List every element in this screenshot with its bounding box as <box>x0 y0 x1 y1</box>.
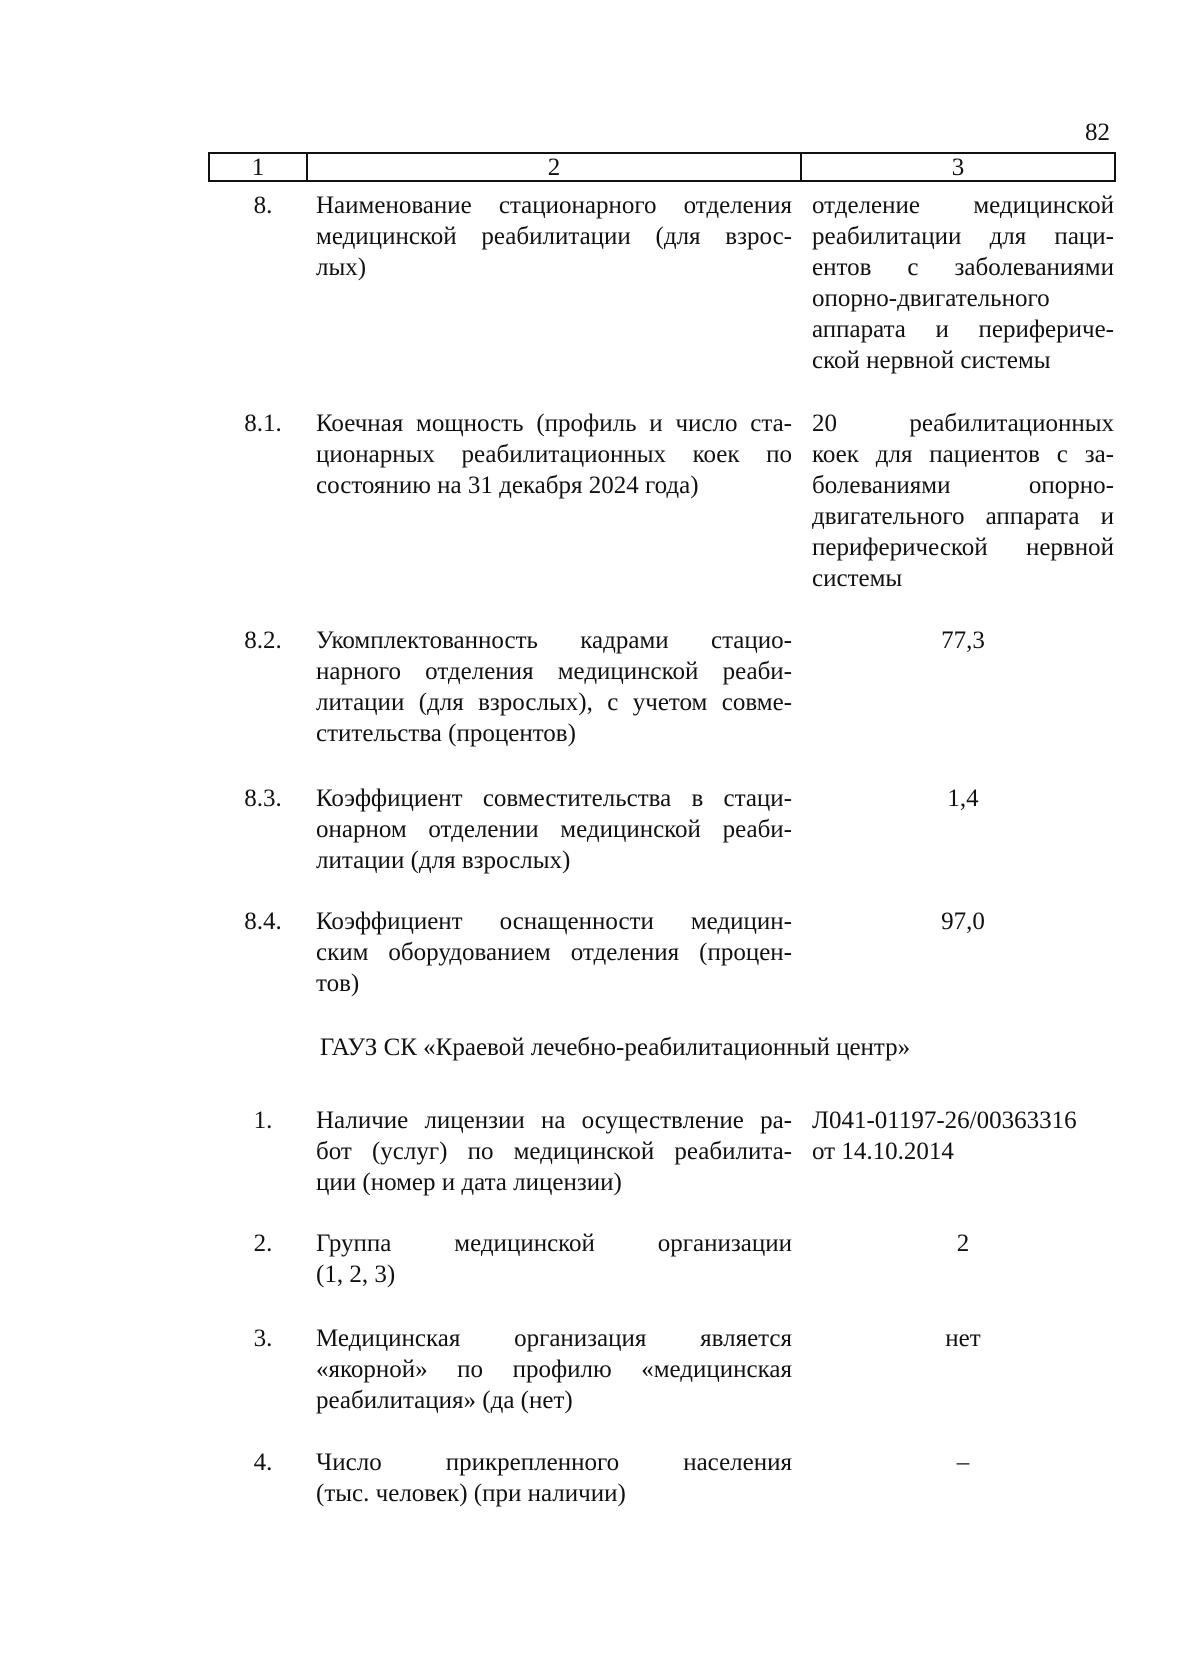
row-value-line: реабилитации для паци- <box>812 223 1114 250</box>
row-name-line: бот (услуг) по медицинской реабилита- <box>316 1138 792 1165</box>
row-value <box>812 1323 1114 1354</box>
row-name-line: онарном отделении медицинской реаби- <box>316 816 792 843</box>
row-name <box>316 625 792 749</box>
page-number: 82 <box>1085 119 1110 146</box>
row-name-line: литации (для взрослых) <box>316 847 571 874</box>
row-value-line: нет <box>945 1325 981 1352</box>
row-name-line: лых) <box>316 254 367 281</box>
row-name-line: (1, 2, 3) <box>316 1261 396 1288</box>
row-value-line: 20 реабилитационных <box>812 410 1114 437</box>
header-col-2: 2 <box>308 154 802 180</box>
row-name <box>316 783 792 876</box>
row-value-line: двигательного аппарата и <box>812 503 1114 530</box>
section-heading <box>0 1032 1200 1063</box>
row-value <box>812 783 1114 814</box>
row-value <box>812 906 1114 937</box>
row-value <box>812 408 1114 594</box>
row-name <box>316 1228 792 1290</box>
row-name-line: Коэффициент оснащенности медицин- <box>316 908 792 935</box>
row-name <box>316 906 792 999</box>
row-number: 8. <box>253 192 273 219</box>
row-name-line: Группа медицинской организации <box>316 1230 792 1257</box>
row-name-line: стительства (процентов) <box>316 720 576 747</box>
row-value-line: болеваниями опорно- <box>812 472 1114 499</box>
row-value-line: опорно-двигательного <box>812 285 1050 312</box>
row-value-line: коек для пациентов с за- <box>812 441 1114 468</box>
row-number: 8.1. <box>244 410 282 437</box>
row-name-line: нарного отделения медицинской реаби- <box>316 658 792 685</box>
row-name <box>316 190 792 283</box>
row-name-line: Число прикрепленного населения <box>316 1449 792 1476</box>
row-name-line: тов) <box>316 970 360 997</box>
row-number: 8.3. <box>244 785 282 812</box>
row-name <box>316 408 792 501</box>
row-name <box>316 1323 792 1416</box>
row-name-line: Укомплектованность кадрами стацио- <box>316 627 792 654</box>
row-name-line: ционарных реабилитационных коек по <box>316 441 792 468</box>
row-value-line: отделение медицинской <box>812 192 1114 219</box>
row-name-line: Коечная мощность (профиль и число ста- <box>316 410 792 437</box>
row-name-line: Наличие лицензии на осуществление ра- <box>316 1107 792 1134</box>
row-number: 1. <box>253 1107 273 1134</box>
row-value <box>812 625 1114 656</box>
row-value-line: 2 <box>956 1230 970 1257</box>
row-value-line: 77,3 <box>941 627 985 654</box>
row-name-line: литации (для взрослых), с учетом совме- <box>316 689 792 716</box>
row-name-line: реабилитация» (да (нет) <box>316 1387 573 1414</box>
row-number: 3. <box>253 1325 273 1352</box>
row-name-line: (тыс. человек) (при наличии) <box>316 1480 626 1507</box>
header-col-1: 1 <box>210 154 308 180</box>
row-value-line: периферической нервной <box>812 534 1114 561</box>
row-number: 4. <box>253 1449 273 1476</box>
row-name-line: Наименование стационарного отделения <box>316 192 792 219</box>
row-value-line: 1,4 <box>947 785 979 812</box>
header-col-3: 3 <box>951 154 965 181</box>
row-value-line: ской нервной системы <box>812 347 1051 374</box>
row-value-line: ентов с заболеваниями <box>812 254 1114 281</box>
row-value-line: аппарата и перифериче- <box>812 316 1114 343</box>
row-name <box>316 1105 792 1198</box>
row-number: 8.2. <box>244 627 282 654</box>
row-name <box>316 1447 792 1509</box>
row-value-line: Л041-01197-26/00363316 <box>812 1107 1077 1134</box>
row-name-line: медицинской реабилитации (для взрос- <box>316 223 792 250</box>
row-name-line: «якорной» по профилю «медицинская <box>316 1356 792 1383</box>
row-name-line: ским оборудованием отделения (процен- <box>316 939 792 966</box>
row-name-line: состоянию на 31 декабря 2024 года) <box>316 472 699 499</box>
section-heading-text: ГАУЗ СК «Краевой лечебно-реабилитационный центр» <box>319 1034 911 1061</box>
row-value-line: – <box>956 1449 970 1476</box>
row-value-line: 97,0 <box>941 908 985 935</box>
row-value-line: от 14.10.2014 <box>812 1138 954 1165</box>
row-value <box>812 1105 1114 1167</box>
row-value <box>812 190 1114 376</box>
row-value <box>812 1228 1114 1259</box>
row-name-line: ции (номер и дата лицензии) <box>316 1169 622 1196</box>
row-value <box>812 1447 1114 1478</box>
row-value-line: системы <box>812 565 903 592</box>
row-number: 2. <box>253 1230 273 1257</box>
row-number: 8.4. <box>244 908 282 935</box>
table-header <box>208 152 1116 182</box>
row-name-line: Медицинская организация является <box>316 1325 792 1352</box>
row-name-line: Коэффициент совместительства в стаци- <box>316 785 792 812</box>
